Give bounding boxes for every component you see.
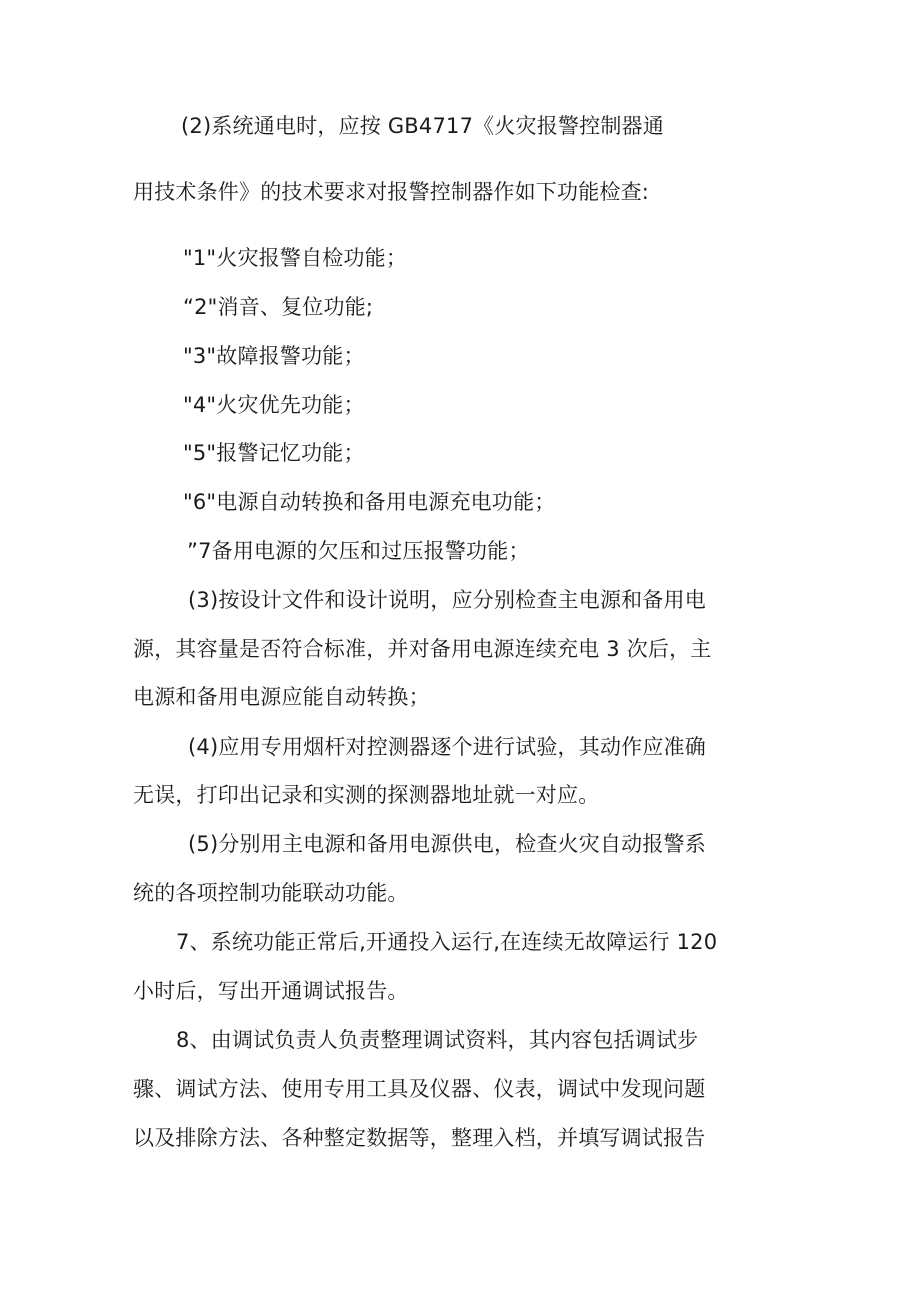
list-item-4: "4"火灾优先功能；: [183, 393, 365, 417]
paragraph-8-line-3: 以及排除方法、各种整定数据等，整理入档，并填写调试报告: [133, 1126, 706, 1150]
paragraph-3-line-2: 源，其容量是否符合标准，并对备用电源连续充电 3 次后，主: [133, 637, 712, 661]
paragraph-4-line-1: (4)应用专用烟杆对控测器逐个进行试验，其动作应准确: [188, 735, 706, 759]
paragraph-7-line-2: 小时后，写出开通调试报告。: [133, 979, 409, 1003]
paragraph-8-line-1: 8、由调试负责人负责整理调试资料，其内容包括调试步: [176, 1028, 699, 1052]
paragraph-3-line-3: 电源和备用电源应能自动转换；: [133, 685, 430, 709]
list-item-7: ”7备用电源的欠压和过压报警功能；: [187, 539, 530, 563]
paragraph-2-line-1: (2)系统通电时，应按 GB4717《火灾报警控制器通: [181, 114, 664, 138]
paragraph-2-line-2: 用技术条件》的技术要求对报警控制器作如下功能检查:: [133, 180, 650, 204]
paragraph-3-line-1: (3)按设计文件和设计说明，应分别检查主电源和备用电: [188, 588, 706, 612]
list-item-6: "6"电源自动转换和备用电源充电功能；: [183, 490, 556, 514]
list-item-1: "1"火灾报警自检功能；: [183, 246, 408, 270]
paragraph-5-line-2: 统的各项控制功能联动功能。: [133, 881, 409, 905]
list-item-5: "5"报警记忆功能；: [183, 441, 365, 465]
paragraph-4-line-2: 无误，打印出记录和实测的探测器地址就一对应。: [133, 783, 600, 807]
list-item-2: “2"消音、复位功能;: [183, 295, 374, 319]
paragraph-8-line-2: 骤、调试方法、使用专用工具及仪器、仪表，调试中发现问题: [133, 1077, 706, 1101]
list-item-3: "3"故障报警功能；: [183, 344, 365, 368]
paragraph-5-line-1: (5)分别用主电源和备用电源供电，检查火灾自动报警系: [188, 832, 706, 856]
paragraph-7-line-1: 7、系统功能正常后,开通投入运行,在连续无故障运行 120: [176, 930, 718, 954]
